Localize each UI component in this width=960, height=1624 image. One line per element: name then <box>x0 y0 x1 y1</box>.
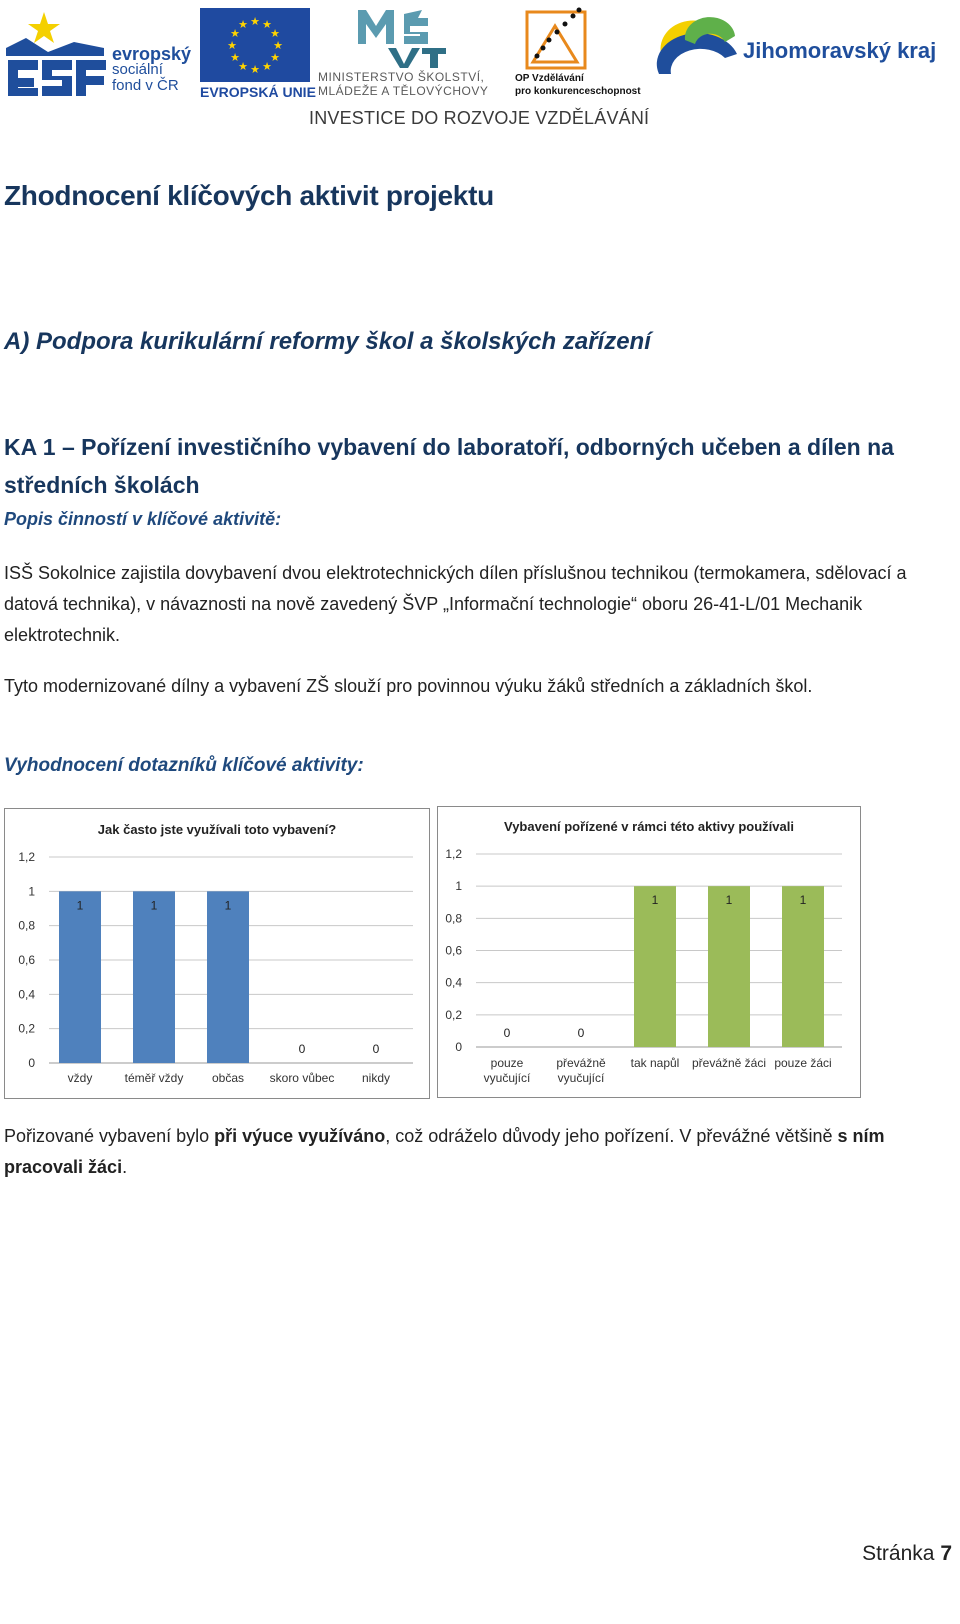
conclusion-text-3: . <box>122 1157 128 1177</box>
chart-bar <box>59 891 101 1063</box>
data-label: 1 <box>150 898 158 913</box>
chart-equipment-users <box>437 806 861 1098</box>
page-footer <box>862 1542 952 1566</box>
data-label: 0 <box>577 1026 585 1040</box>
tagline: INVESTICE DO ROZVOJE VZDĚLÁVÁNÍ <box>309 108 650 128</box>
y-tick-label: 0,4 <box>18 987 35 1002</box>
activity-label: Popis činností v klíčové aktivitě: <box>4 509 282 529</box>
op-logo <box>515 4 645 100</box>
eu-flag-icon <box>200 8 310 82</box>
y-tick-label: 1 <box>455 879 462 894</box>
svg-text:★: ★ <box>230 51 240 64</box>
esf-line1: evropský <box>112 44 192 64</box>
paragraph-conclusion <box>4 1121 940 1183</box>
y-tick-label: 0,6 <box>445 943 462 958</box>
chart-bar <box>708 886 750 1047</box>
paragraph-usage: Tyto modernizované dílny a vybavení ZŠ slouží pro povinnou výuku žáků středních a základních škol. <box>4 676 813 696</box>
data-label: 1 <box>725 893 733 908</box>
y-tick-label: 0,4 <box>445 975 462 990</box>
paragraph-activity: ISŠ Sokolnice zajistila dovybavení dvou elektrotechnických dílen příslušnou technikou (termokamera, sdělovací a datová technika), v návaznosti na nově zavedený ŠVP „Informační technologie“ oboru 26-41-L/01 Mechanik elektrotechnik. <box>4 563 907 645</box>
data-label: 1 <box>799 893 807 908</box>
x-category-label <box>125 1071 184 1085</box>
y-tick-label: 0 <box>28 1056 35 1070</box>
x-category-label-line: vyučující <box>557 1071 605 1085</box>
msmt-line1: MINISTERSTVO ŠKOLSTVÍ, <box>318 70 485 84</box>
msmt-logo <box>318 4 508 100</box>
svg-text:★: ★ <box>250 15 260 28</box>
esf-line2: sociální <box>112 61 163 78</box>
x-category-label-line: pouze žáci <box>774 1056 832 1070</box>
x-category-label <box>68 1071 93 1085</box>
data-label: 1 <box>76 898 84 913</box>
x-category-label <box>774 1056 831 1070</box>
conclusion-text-1: Pořizované vybavení bylo <box>4 1126 215 1146</box>
eu-label: EVROPSKÁ UNIE <box>200 84 316 100</box>
jmk-label: Jihomoravský kraj <box>743 38 937 63</box>
msmt-line2: MLÁDEŽE A TĚLOVÝCHOVY <box>318 84 489 98</box>
ka-heading: KA 1 – Pořízení investičního vybavení do laboratoří, odborných učeben a dílen na středních školách <box>4 434 894 498</box>
x-category-label <box>556 1056 606 1085</box>
page-number: 7 <box>940 1542 952 1565</box>
y-tick-label: 1,2 <box>445 847 462 861</box>
esf-logo <box>4 8 194 100</box>
y-tick-label: 1 <box>28 884 35 899</box>
footer-label: Stránka <box>862 1542 941 1565</box>
data-label: 0 <box>298 1042 306 1056</box>
x-category-label-line: téměř vždy <box>124 1071 184 1085</box>
svg-text:★: ★ <box>262 60 272 73</box>
chart-bar <box>207 891 249 1063</box>
svg-text:★: ★ <box>273 39 283 52</box>
chart-equipment-users-svg <box>438 807 860 1097</box>
eu-logo <box>200 8 316 100</box>
x-category-label-line: skoro vůbec <box>269 1071 335 1085</box>
y-tick-label: 1,2 <box>18 850 35 864</box>
x-category-label <box>631 1056 680 1070</box>
y-tick-label: 0,6 <box>18 953 35 967</box>
x-category-label-line: občas <box>211 1071 245 1085</box>
chart-usage-frequency <box>4 808 430 1099</box>
jmk-logo <box>655 14 955 84</box>
esf-line3: fond v ČR <box>112 77 179 94</box>
y-tick-label: 0,8 <box>18 918 35 933</box>
x-category-label-line: vyučující <box>483 1071 531 1085</box>
svg-text:★: ★ <box>250 63 260 76</box>
data-label: 0 <box>503 1026 511 1040</box>
x-category-label-line: nikdy <box>361 1071 391 1085</box>
chart-title: Vybavení pořízené v rámci této aktivy používali <box>504 819 794 834</box>
data-label: 1 <box>651 893 659 908</box>
svg-text:★: ★ <box>238 60 248 73</box>
x-category-label <box>362 1071 390 1085</box>
svg-text:★: ★ <box>230 27 240 40</box>
x-category-label-line: vždy <box>67 1071 93 1085</box>
svg-text:★: ★ <box>270 51 280 64</box>
jmk-mark-icon <box>655 14 741 84</box>
conclusion-emphasis-2: s ním pracovali žáci <box>4 1126 885 1177</box>
op-mark-icon <box>515 4 645 70</box>
msmt-mark-icon <box>318 4 508 68</box>
svg-text:★: ★ <box>227 39 237 52</box>
svg-text:★: ★ <box>262 18 272 31</box>
y-tick-label: 0 <box>455 1040 462 1054</box>
x-category-label-line: pouze <box>490 1056 524 1070</box>
y-tick-label: 0,2 <box>445 1007 462 1022</box>
x-category-label-line: převážně <box>556 1056 606 1070</box>
op-line1: OP Vzdělávání <box>515 73 584 84</box>
data-label: 1 <box>224 898 232 913</box>
svg-text:★: ★ <box>238 18 248 31</box>
esf-mark-icon <box>4 8 108 100</box>
x-category-label-line: převážně žáci <box>691 1056 767 1070</box>
chart-usage-frequency-svg <box>5 809 429 1098</box>
logo-banner <box>0 0 960 140</box>
x-category-label <box>692 1056 766 1070</box>
y-tick-label: 0,2 <box>18 1021 35 1036</box>
y-tick-label: 0,8 <box>445 911 462 926</box>
evaluation-label: Vyhodnocení dotazníků klíčové aktivity: <box>4 755 364 776</box>
chart-bar <box>133 891 175 1063</box>
svg-text:★: ★ <box>270 27 280 40</box>
x-category-label <box>270 1071 335 1085</box>
x-category-label-line: tak napůl <box>630 1056 680 1070</box>
page-title: Zhodnocení klíčových aktivit projektu <box>4 180 494 211</box>
x-category-label <box>484 1056 531 1085</box>
chart-title: Jak často jste využívali toto vybavení? <box>97 822 337 837</box>
op-line2: pro konkurenceschopnost <box>515 86 641 97</box>
conclusion-emphasis-1: při výuce využíváno <box>214 1126 386 1146</box>
data-label: 0 <box>372 1042 380 1056</box>
x-category-label <box>212 1071 244 1085</box>
section-heading: A) Podpora kurikulární reformy škol a školských zařízení <box>4 328 651 355</box>
conclusion-text-2: , což odráželo důvody jeho pořízení. V převážné většině <box>385 1126 838 1146</box>
chart-bar <box>782 886 824 1047</box>
chart-bar <box>634 886 676 1047</box>
